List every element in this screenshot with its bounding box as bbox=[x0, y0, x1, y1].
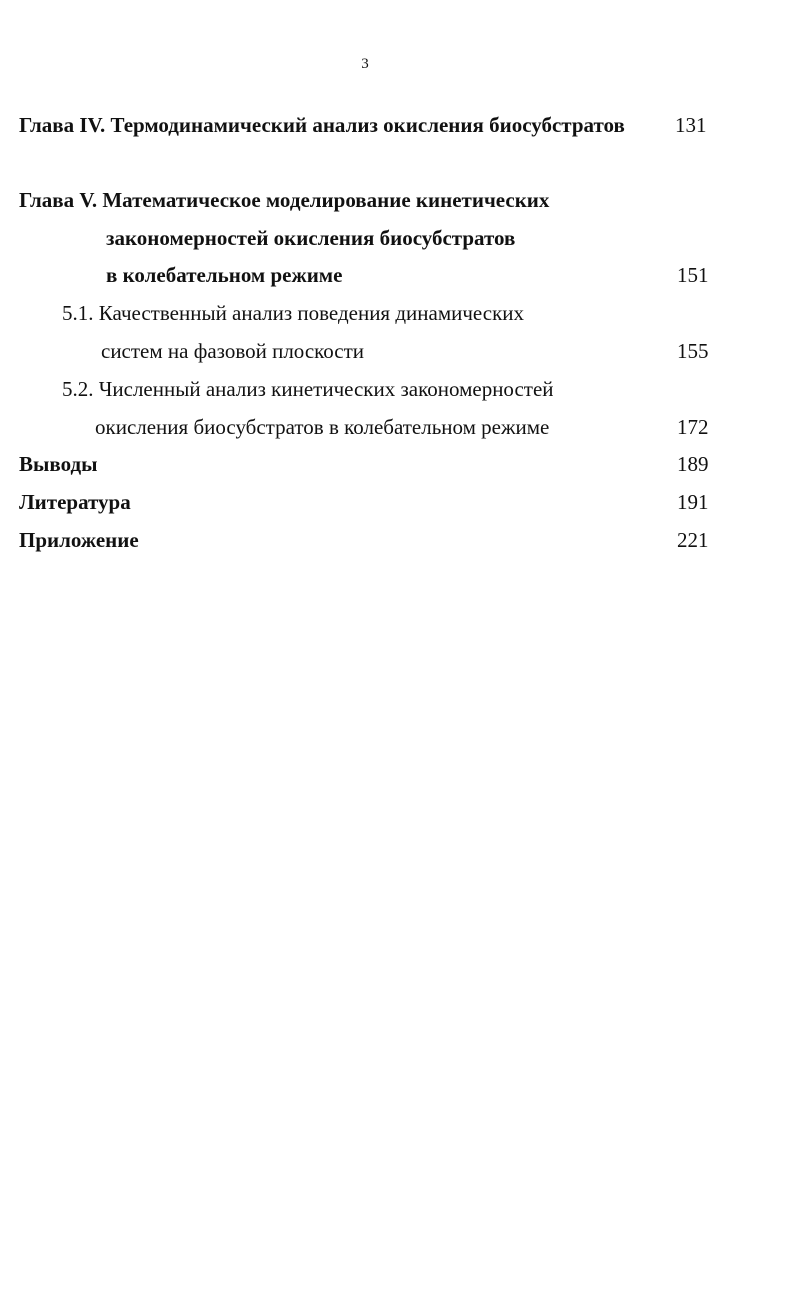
toc-title-section-5-2-line1: 5.2. Численный анализ кинетических закономерностей bbox=[62, 377, 554, 401]
toc-page-literature: 191 bbox=[677, 490, 709, 514]
toc-page-chapter-5: 151 bbox=[677, 263, 709, 287]
toc-title-chapter-5-line2: закономерностей окисления биосубстратов bbox=[106, 226, 516, 250]
toc-title-literature: Литература bbox=[19, 490, 131, 514]
toc-page-section-5-2: 172 bbox=[677, 415, 709, 439]
toc-title-chapter-5-line1: Глава V. Математическое моделирование кинетических bbox=[19, 188, 550, 212]
toc-title-chapter-4: Глава IV. Термодинамический анализ окисления биосубстратов bbox=[19, 113, 625, 137]
toc-title-conclusions: Выводы bbox=[19, 452, 98, 476]
toc-page-section-5-1: 155 bbox=[677, 339, 709, 363]
toc-title-section-5-2-line2: окисления биосубстратов в колебательном режиме bbox=[95, 415, 550, 439]
toc-page-chapter-4: 131 bbox=[675, 113, 707, 137]
toc-title-section-5-1-line1: 5.1. Качественный анализ поведения динамических bbox=[62, 301, 525, 325]
toc-title-appendix: Приложение bbox=[19, 528, 139, 552]
toc-page-conclusions: 189 bbox=[677, 452, 709, 476]
toc-title-section-5-1-line2: систем на фазовой плоскости bbox=[101, 339, 365, 363]
page-number: 3 bbox=[361, 56, 369, 72]
toc-title-chapter-5-line3: в колебательном режиме bbox=[106, 263, 343, 287]
toc-page-appendix: 221 bbox=[677, 528, 709, 552]
